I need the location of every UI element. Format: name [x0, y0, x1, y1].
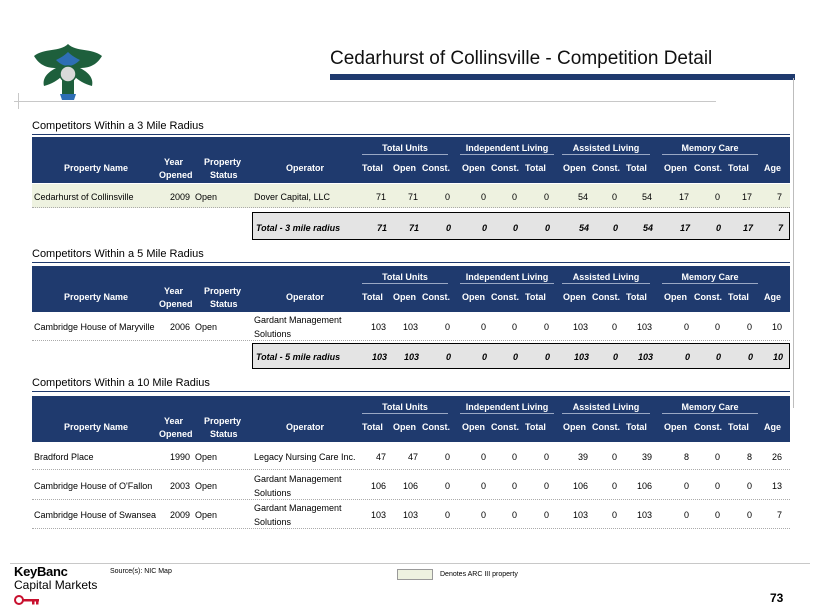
value-cell: 54	[577, 192, 588, 202]
table-header-5-mile	[32, 266, 790, 312]
value-cell: 0	[611, 452, 617, 462]
total-value: 17	[679, 223, 690, 233]
total-value: 0	[445, 352, 451, 362]
total-value: 0	[512, 223, 518, 233]
col-total: Total	[728, 163, 749, 173]
total-value: 0	[747, 352, 753, 362]
col-const: Const.	[592, 292, 620, 302]
value-cell: 8	[746, 452, 752, 462]
total-value: 54	[642, 223, 653, 233]
col-property-name: Property Name	[64, 292, 129, 302]
col-open: Open	[462, 292, 486, 302]
group-memory-care: Memory Care	[662, 143, 758, 155]
total-value: 71	[376, 223, 387, 233]
value-cell: 47	[375, 452, 386, 462]
total-value: 54	[578, 223, 589, 233]
value-cell: 0	[746, 481, 752, 491]
property-name: Bradford Place	[34, 452, 94, 462]
value-cell: 0	[444, 192, 450, 202]
value-cell: 7	[776, 510, 782, 520]
total-value: 103	[403, 352, 419, 362]
divider-tick	[18, 93, 19, 109]
value-cell: 0	[480, 322, 486, 332]
title-bar	[330, 74, 795, 80]
group-assisted-living: Assisted Living	[562, 272, 650, 284]
total-value: 0	[612, 223, 618, 233]
col-property: Property	[204, 157, 242, 167]
col-total: Total	[525, 163, 546, 173]
value-cell: 103	[402, 510, 418, 520]
total-label: Total - 3 mile radius	[256, 223, 341, 233]
col-open: Open	[664, 292, 688, 302]
value-cell: 0	[714, 510, 720, 520]
value-cell: 0	[480, 510, 486, 520]
vertical-divider	[793, 78, 794, 408]
total-value: 71	[408, 223, 419, 233]
col-property: Property	[204, 286, 242, 296]
col-total: Total	[362, 163, 383, 173]
value-cell: 0	[444, 322, 450, 332]
total-value: 0	[715, 352, 721, 362]
col-const: Const.	[491, 163, 519, 173]
col-age: Age	[764, 163, 782, 173]
section-rule	[32, 391, 790, 392]
total-value: 0	[481, 223, 487, 233]
value-cell: 0	[611, 192, 617, 202]
section-title-5-mile: Competitors Within a 5 Mile Radius	[32, 248, 204, 260]
value-cell: 0	[714, 192, 720, 202]
col-total: Total	[728, 292, 749, 302]
value-cell: 103	[402, 322, 418, 332]
value-cell: 103	[370, 510, 386, 520]
total-value: 17	[742, 223, 753, 233]
value-cell: 0	[543, 452, 549, 462]
operator-line2: Solutions	[254, 329, 292, 339]
property-status: Open	[195, 322, 218, 332]
value-cell: 0	[480, 192, 486, 202]
value-cell: 106	[370, 481, 386, 491]
col-opened: Opened	[159, 299, 193, 309]
value-cell: 0	[714, 481, 720, 491]
value-cell: 47	[407, 452, 418, 462]
value-cell: 0	[611, 322, 617, 332]
brand-subtitle: Capital Markets	[14, 578, 98, 592]
col-year: Year	[164, 157, 184, 167]
property-status: Open	[195, 452, 218, 462]
property-status: Open	[195, 510, 218, 520]
value-cell: 0	[543, 322, 549, 332]
operator: Gardant Management	[254, 503, 342, 513]
value-cell: 17	[741, 192, 752, 202]
value-cell: 103	[572, 322, 588, 332]
col-total: Total	[728, 422, 749, 432]
operator: Dover Capital, LLC	[254, 192, 331, 202]
value-cell: 0	[611, 481, 617, 491]
col-total: Total	[362, 422, 383, 432]
value-cell: 0	[480, 452, 486, 462]
col-age: Age	[764, 422, 782, 432]
total-row-3-mile	[252, 212, 790, 240]
col-property-name: Property Name	[64, 163, 129, 173]
col-property-name: Property Name	[64, 422, 129, 432]
col-const: Const.	[592, 163, 620, 173]
horizontal-divider	[14, 101, 716, 102]
value-cell: 0	[746, 510, 752, 520]
value-cell: 10	[771, 322, 782, 332]
section-rule	[32, 134, 790, 135]
total-value: 103	[573, 352, 589, 362]
operator: Gardant Management	[254, 474, 342, 484]
group-independent-living: Independent Living	[460, 402, 554, 414]
col-const: Const.	[694, 292, 722, 302]
year-opened: 2006	[169, 322, 190, 332]
col-open: Open	[393, 292, 417, 302]
table-row	[32, 472, 790, 500]
col-open: Open	[462, 163, 486, 173]
col-total: Total	[362, 292, 383, 302]
operator-line2: Solutions	[254, 517, 292, 527]
total-value: 0	[481, 352, 487, 362]
group-total-units: Total Units	[362, 272, 448, 284]
total-value: 0	[445, 223, 451, 233]
footer-rule	[10, 563, 810, 564]
group-memory-care: Memory Care	[662, 272, 758, 284]
col-year: Year	[164, 286, 184, 296]
value-cell: 0	[444, 452, 450, 462]
value-cell: 0	[511, 452, 517, 462]
total-value: 103	[371, 352, 387, 362]
value-cell: 71	[407, 192, 418, 202]
total-value: 0	[715, 223, 721, 233]
value-cell: 103	[370, 322, 386, 332]
value-cell: 0	[511, 481, 517, 491]
col-open: Open	[563, 292, 587, 302]
col-open: Open	[462, 422, 486, 432]
total-value: 0	[684, 352, 690, 362]
operator-line2: Solutions	[254, 488, 292, 498]
col-opened: Opened	[159, 170, 193, 180]
value-cell: 13	[771, 481, 782, 491]
group-assisted-living: Assisted Living	[562, 402, 650, 414]
total-label: Total - 5 mile radius	[256, 352, 341, 362]
value-cell: 0	[683, 510, 689, 520]
col-open: Open	[393, 422, 417, 432]
value-cell: 0	[511, 510, 517, 520]
col-total: Total	[525, 422, 546, 432]
value-cell: 0	[543, 481, 549, 491]
col-status: Status	[210, 429, 238, 439]
key-icon	[14, 594, 46, 606]
value-cell: 8	[683, 452, 689, 462]
table-header-3-mile	[32, 137, 790, 183]
value-cell: 0	[511, 192, 517, 202]
value-cell: 0	[543, 510, 549, 520]
section-rule	[32, 262, 790, 263]
total-value: 0	[544, 223, 550, 233]
value-cell: 7	[776, 192, 782, 202]
page-title: Cedarhurst of Collinsville - Competition Detail	[330, 48, 713, 69]
col-open: Open	[563, 163, 587, 173]
col-open: Open	[563, 422, 587, 432]
col-operator: Operator	[286, 292, 325, 302]
col-const: Const.	[422, 422, 450, 432]
value-cell: 103	[636, 322, 652, 332]
property-name: Cedarhurst of Collinsville	[34, 192, 134, 202]
section-title-3-mile: Competitors Within a 3 Mile Radius	[32, 120, 204, 132]
value-cell: 54	[641, 192, 652, 202]
col-const: Const.	[592, 422, 620, 432]
arc-legend-swatch	[397, 569, 433, 580]
table-row	[32, 313, 790, 341]
section-title-10-mile: Competitors Within a 10 Mile Radius	[32, 377, 210, 389]
total-value: 0	[612, 352, 618, 362]
col-total: Total	[626, 292, 647, 302]
year-opened: 1990	[169, 452, 190, 462]
total-value: 7	[777, 223, 783, 233]
brand-name: KeyBanc	[14, 564, 68, 579]
col-const: Const.	[694, 163, 722, 173]
total-value: 0	[544, 352, 550, 362]
col-open: Open	[664, 163, 688, 173]
col-operator: Operator	[286, 422, 325, 432]
year-opened: 2009	[169, 192, 190, 202]
value-cell: 71	[375, 192, 386, 202]
value-cell: 26	[771, 452, 782, 462]
total-value: 0	[512, 352, 518, 362]
value-cell: 0	[511, 322, 517, 332]
value-cell: 106	[572, 481, 588, 491]
table-header-10-mile	[32, 396, 790, 442]
table-row	[32, 501, 790, 529]
total-value: 10	[772, 352, 783, 362]
arc-legend-label: Denotes ARC III property	[440, 571, 518, 578]
value-cell: 0	[683, 481, 689, 491]
group-independent-living: Independent Living	[460, 272, 554, 284]
operator: Gardant Management	[254, 315, 342, 325]
cedarhurst-logo-icon	[30, 38, 106, 102]
value-cell: 39	[641, 452, 652, 462]
group-memory-care: Memory Care	[662, 402, 758, 414]
value-cell: 106	[636, 481, 652, 491]
col-total: Total	[626, 422, 647, 432]
year-opened: 2003	[169, 481, 190, 491]
total-row-5-mile	[252, 343, 790, 369]
col-const: Const.	[422, 292, 450, 302]
col-status: Status	[210, 170, 238, 180]
col-const: Const.	[422, 163, 450, 173]
page-number: 73	[770, 591, 784, 605]
col-const: Const.	[694, 422, 722, 432]
value-cell: 0	[714, 452, 720, 462]
total-value: 103	[637, 352, 653, 362]
value-cell: 39	[577, 452, 588, 462]
col-total: Total	[626, 163, 647, 173]
col-age: Age	[764, 292, 782, 302]
col-const: Const.	[491, 422, 519, 432]
value-cell: 0	[611, 510, 617, 520]
table-row	[32, 184, 790, 208]
value-cell: 0	[444, 481, 450, 491]
group-independent-living: Independent Living	[460, 143, 554, 155]
col-status: Status	[210, 299, 238, 309]
col-opened: Opened	[159, 429, 193, 439]
value-cell: 103	[572, 510, 588, 520]
col-year: Year	[164, 416, 184, 426]
value-cell: 17	[678, 192, 689, 202]
table-row	[32, 444, 790, 470]
value-cell: 0	[480, 481, 486, 491]
source-note: Source(s): NIC Map	[110, 568, 172, 575]
value-cell: 0	[714, 322, 720, 332]
operator: Legacy Nursing Care Inc.	[254, 452, 356, 462]
col-const: Const.	[491, 292, 519, 302]
value-cell: 0	[543, 192, 549, 202]
property-name: Cambridge House of Swansea	[34, 510, 157, 520]
value-cell: 103	[636, 510, 652, 520]
col-open: Open	[664, 422, 688, 432]
col-property: Property	[204, 416, 242, 426]
group-total-units: Total Units	[362, 402, 448, 414]
property-status: Open	[195, 481, 218, 491]
group-assisted-living: Assisted Living	[562, 143, 650, 155]
value-cell: 0	[746, 322, 752, 332]
col-operator: Operator	[286, 163, 325, 173]
property-status: Open	[195, 192, 218, 202]
value-cell: 0	[683, 322, 689, 332]
value-cell: 106	[402, 481, 418, 491]
property-name: Cambridge House of O'Fallon	[34, 481, 153, 491]
col-open: Open	[393, 163, 417, 173]
property-name: Cambridge House of Maryville	[34, 322, 155, 332]
col-total: Total	[525, 292, 546, 302]
group-total-units: Total Units	[362, 143, 448, 155]
year-opened: 2009	[169, 510, 190, 520]
value-cell: 0	[444, 510, 450, 520]
